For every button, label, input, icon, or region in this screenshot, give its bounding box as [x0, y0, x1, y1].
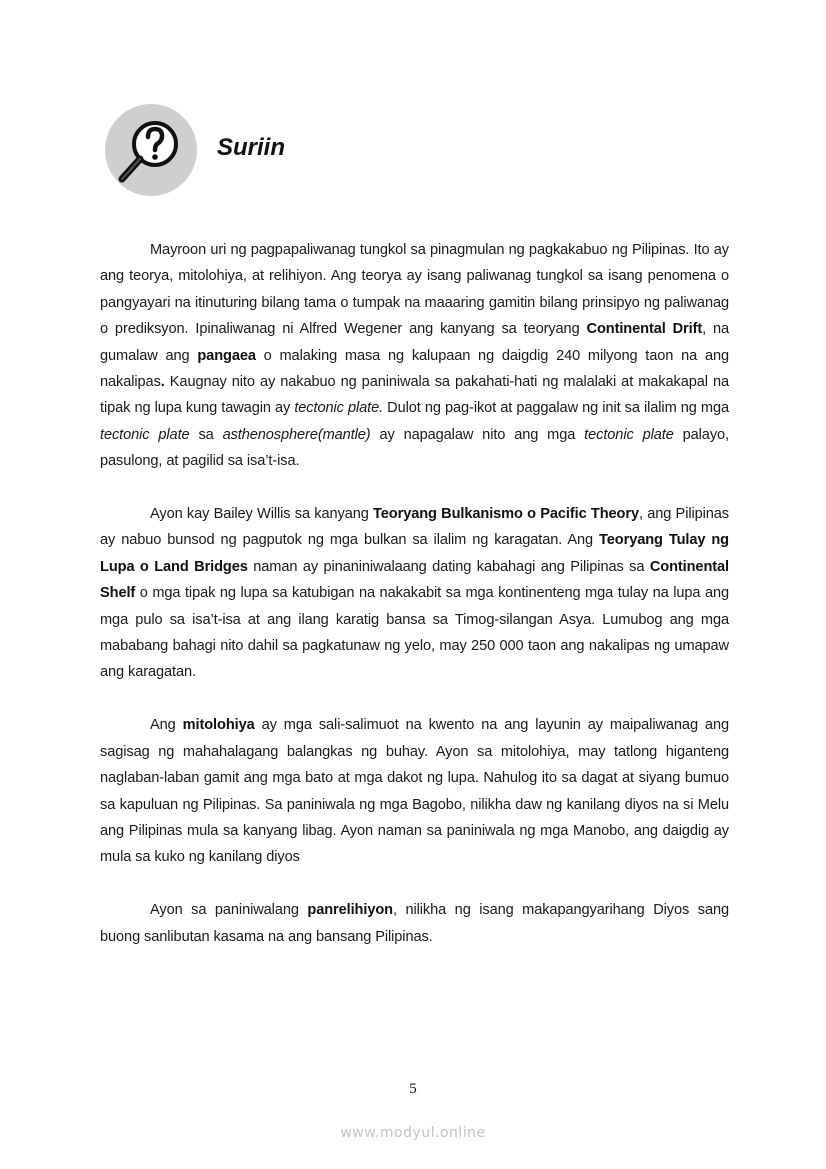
- italic-term: asthenosphere(mantle): [222, 426, 371, 443]
- text-segment: Mayroon uri ng pagpapaliwanag tungkol sa pinagmulan ng pagkakabuo ng Pilipinas. Ito ay ang teorya, mitolohiya, at relihiyon. Ang teorya ay isang paliwanag tungkol sa isang penomena o pangyayari na itinuturing bilang tama o tumpak na maaaring gamitin bilang prinsipyo ng paliwanag o prediksyon. Ipinaliwanag ni Alfred Wegener ang kanyang sa teoryang: [100, 242, 729, 338]
- text-segment: naman ay pinaniniwalaang dating kabahagi ang Pilipinas sa: [247, 558, 650, 575]
- bold-term: Teoryang Tulay ng Lupa o Land Bridges: [100, 532, 730, 575]
- text-segment: o malaking masa ng kalupaan ng daigdig 240 milyong taon na ang nakalipas: [100, 347, 729, 391]
- section-title: Suriin: [217, 134, 286, 161]
- bold-term: pangaea: [197, 347, 256, 364]
- italic-term: tectonic plate.: [294, 400, 384, 417]
- italic-term: tectonic plate: [100, 426, 190, 443]
- text-segment: ay napagalaw nito ang mga: [370, 426, 585, 443]
- text-segment: ay mga sali-salimuot na kwento na ang layunin ay maipaliwanag ang sagisag ng mahahalagang balangkas ng buhay. Ayon sa mitolohiya, may tatlong higanteng naglaban-laban gamit ang mga bato at mga dakot ng lupa. Nahulog ito sa dagat at siyang bumuo sa kapuluan ng Pilipinas. Sa paniniwala ng mga Bagobo, nilikha daw ng kanilang diyos na si Melu ang Pilipinas mula sa kanyang libag. Ayon naman sa paniniwala ng mga Manobo, ang daigdig ay mula sa kuko ng kanilang diyos: [100, 717, 729, 866]
- paragraph-mitolohiya: [100, 712, 729, 870]
- text-segment: Ang: [150, 717, 183, 734]
- text-segment: palayo, pasulong, at pagilid sa isa’t-isa.: [100, 426, 729, 470]
- text-segment: o mga tipak ng lupa sa katubigan na nakakabit sa mga kontinenteng mga tulay na lupa ang mga pulo sa isa’t-isa at ang ilang karatig bansa sa Timog-silangan Asya. Lumubog ang mga mababang bahagi nito dahil sa pagkatunaw ng yelo, may 250 000 taon ang nakalipas ng umapaw ang karagatan.: [100, 585, 729, 681]
- text-segment: Ayon kay Bailey Willis sa kanyang: [150, 506, 374, 523]
- magnifier-question-icon: [105, 104, 197, 196]
- bold-term: panrelihiyon: [307, 902, 393, 919]
- bold-term: Continental Drift: [586, 321, 703, 338]
- page-number: 5: [409, 1081, 417, 1097]
- body-text: [100, 237, 729, 976]
- bold-term: mitolohiya: [182, 717, 255, 734]
- bold-term: .: [160, 374, 165, 391]
- bold-term: Continental Shelf: [100, 558, 729, 602]
- text-segment: Ayon sa paniniwalang: [150, 902, 308, 919]
- text-segment: sa: [189, 426, 223, 443]
- text-segment: Kaugnay nito ay nakabuo ng paniniwala sa pakahati-hati ng malalaki at makakapal na tipak ng lupa kung tawagin ay: [100, 374, 729, 417]
- watermark: www.modyul.online: [340, 1125, 486, 1141]
- text-segment: Dulot ng pag-ikot at paggalaw ng init sa ilalim ng mga: [383, 400, 729, 417]
- bold-term: Teoryang Bulkanismo o Pacific Theory: [373, 506, 639, 523]
- section-header: [105, 104, 286, 196]
- italic-term: tectonic plate: [584, 426, 674, 443]
- paragraph-theories: [100, 237, 729, 475]
- text-segment: , nilikha ng isang makapangyarihang Diyos sang buong sanlibutan kasama na ang bansang Pilipinas.: [100, 902, 729, 945]
- paragraph-relihiyon: [100, 897, 729, 950]
- text-segment: , na gumalaw ang: [100, 321, 729, 364]
- paragraph-bulkanismo-landbridges: [100, 501, 729, 686]
- text-segment: , ang Pilipinas ay nabuo bunsod ng pagputok ng mga bulkan sa ilalim ng karagatan. Ang: [100, 506, 730, 549]
